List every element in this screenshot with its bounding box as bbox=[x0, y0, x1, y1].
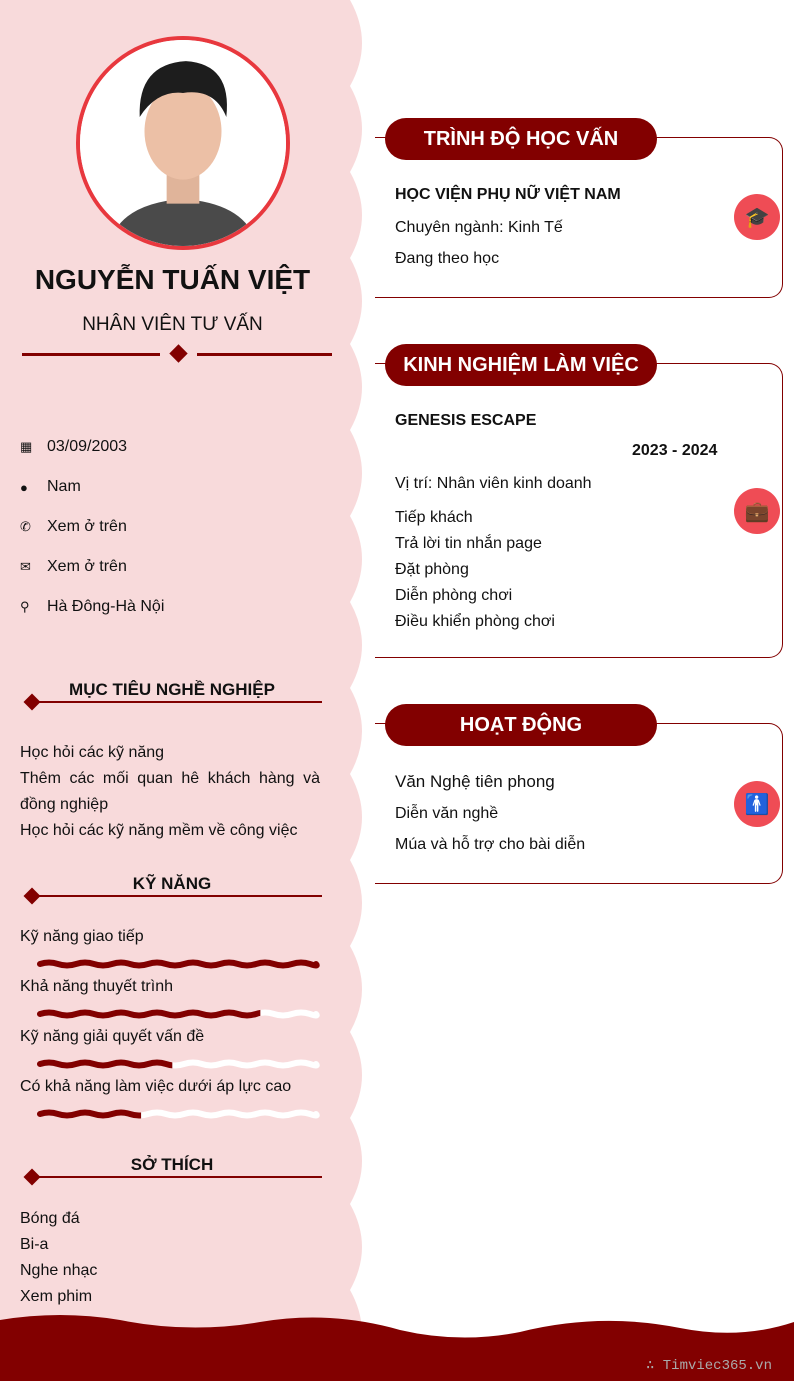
skill-bar bbox=[36, 1108, 320, 1120]
location-icon: ⚲ bbox=[20, 599, 30, 614]
task-item: Tiếp khách bbox=[395, 509, 473, 526]
experience-heading: KINH NGHIỆM LÀM VIỆC bbox=[385, 344, 657, 386]
info-email bbox=[20, 558, 127, 576]
calendar-icon: ▦ bbox=[20, 439, 33, 454]
education-heading: TRÌNH ĐỘ HỌC VẤN bbox=[385, 118, 657, 160]
skill-bar bbox=[36, 1008, 320, 1020]
hobby-item: Bi-a bbox=[20, 1236, 49, 1253]
study-status: Đang theo học bbox=[395, 250, 500, 267]
objective-line: Thêm các mối quan hê khách hàng và đồng nghiệp bbox=[20, 770, 320, 813]
hobby-item: Xem phim bbox=[20, 1288, 93, 1305]
hobby-item: Bóng đá bbox=[20, 1210, 80, 1227]
activity-title: Văn Nghệ tiên phong bbox=[395, 772, 555, 791]
info-text: Xem ở trên bbox=[47, 558, 127, 575]
skill-name: Khả năng thuyết trình bbox=[20, 978, 173, 995]
user-icon: ● bbox=[20, 479, 28, 495]
skill-fill bbox=[40, 963, 317, 966]
activities-heading: HOẠT ĐỘNG bbox=[385, 704, 657, 746]
objective-line: Học hỏi các kỹ năng bbox=[20, 744, 165, 761]
info-text: Nam bbox=[47, 478, 81, 495]
info-text: 03/09/2003 bbox=[47, 438, 128, 455]
info-text: Hà Đông-Hà Nội bbox=[47, 598, 165, 615]
task-item: Diễn phòng chơi bbox=[395, 587, 513, 604]
brand-watermark: ∴ Timviec365.vn bbox=[645, 1358, 772, 1374]
hobbies-heading: SỞ THÍCH bbox=[22, 1161, 322, 1185]
skill-bar bbox=[36, 1058, 320, 1070]
info-text: Xem ở trên bbox=[47, 518, 127, 535]
phone-icon: ✆ bbox=[20, 519, 31, 534]
hobbies-list bbox=[20, 1206, 97, 1310]
task-item: Trả lời tin nhắn page bbox=[395, 535, 542, 552]
person-icon: 🚹 bbox=[734, 781, 780, 827]
activities-section bbox=[375, 723, 783, 884]
skill-name: Kỹ năng giải quyết vấn đề bbox=[20, 1028, 205, 1045]
position: Vị trí: Nhân viên kinh doanh bbox=[395, 475, 592, 492]
education-section bbox=[375, 137, 783, 298]
wavy-edge bbox=[340, 0, 380, 1330]
task-list bbox=[395, 505, 555, 635]
info-phone bbox=[20, 518, 127, 536]
objective-text bbox=[20, 740, 320, 844]
info-birthdate bbox=[20, 438, 127, 456]
info-address bbox=[20, 598, 164, 616]
hobby-item: Nghe nhạc bbox=[20, 1262, 98, 1279]
graduation-cap-icon: 🎓 bbox=[734, 194, 780, 240]
school-name: HỌC VIỆN PHỤ NỮ VIỆT NAM bbox=[395, 186, 621, 203]
avatar bbox=[76, 36, 290, 250]
briefcase-icon: 💼 bbox=[734, 488, 780, 534]
info-gender bbox=[20, 478, 81, 496]
activity-line: Múa và hỗ trợ cho bài diễn bbox=[395, 836, 586, 853]
objective-heading: MỤC TIÊU NGHỀ NGHIỆP bbox=[22, 686, 322, 710]
skill-bar bbox=[36, 958, 320, 970]
email-icon: ✉ bbox=[20, 559, 31, 574]
major: Chuyên ngành: Kinh Tế bbox=[395, 219, 563, 236]
skill-name: Kỹ năng giao tiếp bbox=[20, 928, 144, 945]
task-item: Điều khiển phòng chơi bbox=[395, 613, 555, 630]
candidate-title: NHÂN VIÊN TƯ VẤN bbox=[82, 314, 263, 335]
company-name: GENESIS ESCAPE bbox=[395, 412, 537, 429]
divider bbox=[22, 346, 332, 362]
task-item: Đặt phòng bbox=[395, 561, 469, 578]
candidate-name: NGUYỄN TUẤN VIỆT bbox=[34, 264, 311, 295]
skills-heading: KỸ NĂNG bbox=[22, 880, 322, 904]
objective-line: Học hỏi các kỹ năng mềm về công việc bbox=[20, 822, 298, 839]
skill-name: Có khả năng làm việc dưới áp lực cao bbox=[20, 1078, 292, 1095]
work-period: 2023 - 2024 bbox=[632, 442, 718, 459]
activity-line: Diễn văn nghề bbox=[395, 805, 499, 822]
